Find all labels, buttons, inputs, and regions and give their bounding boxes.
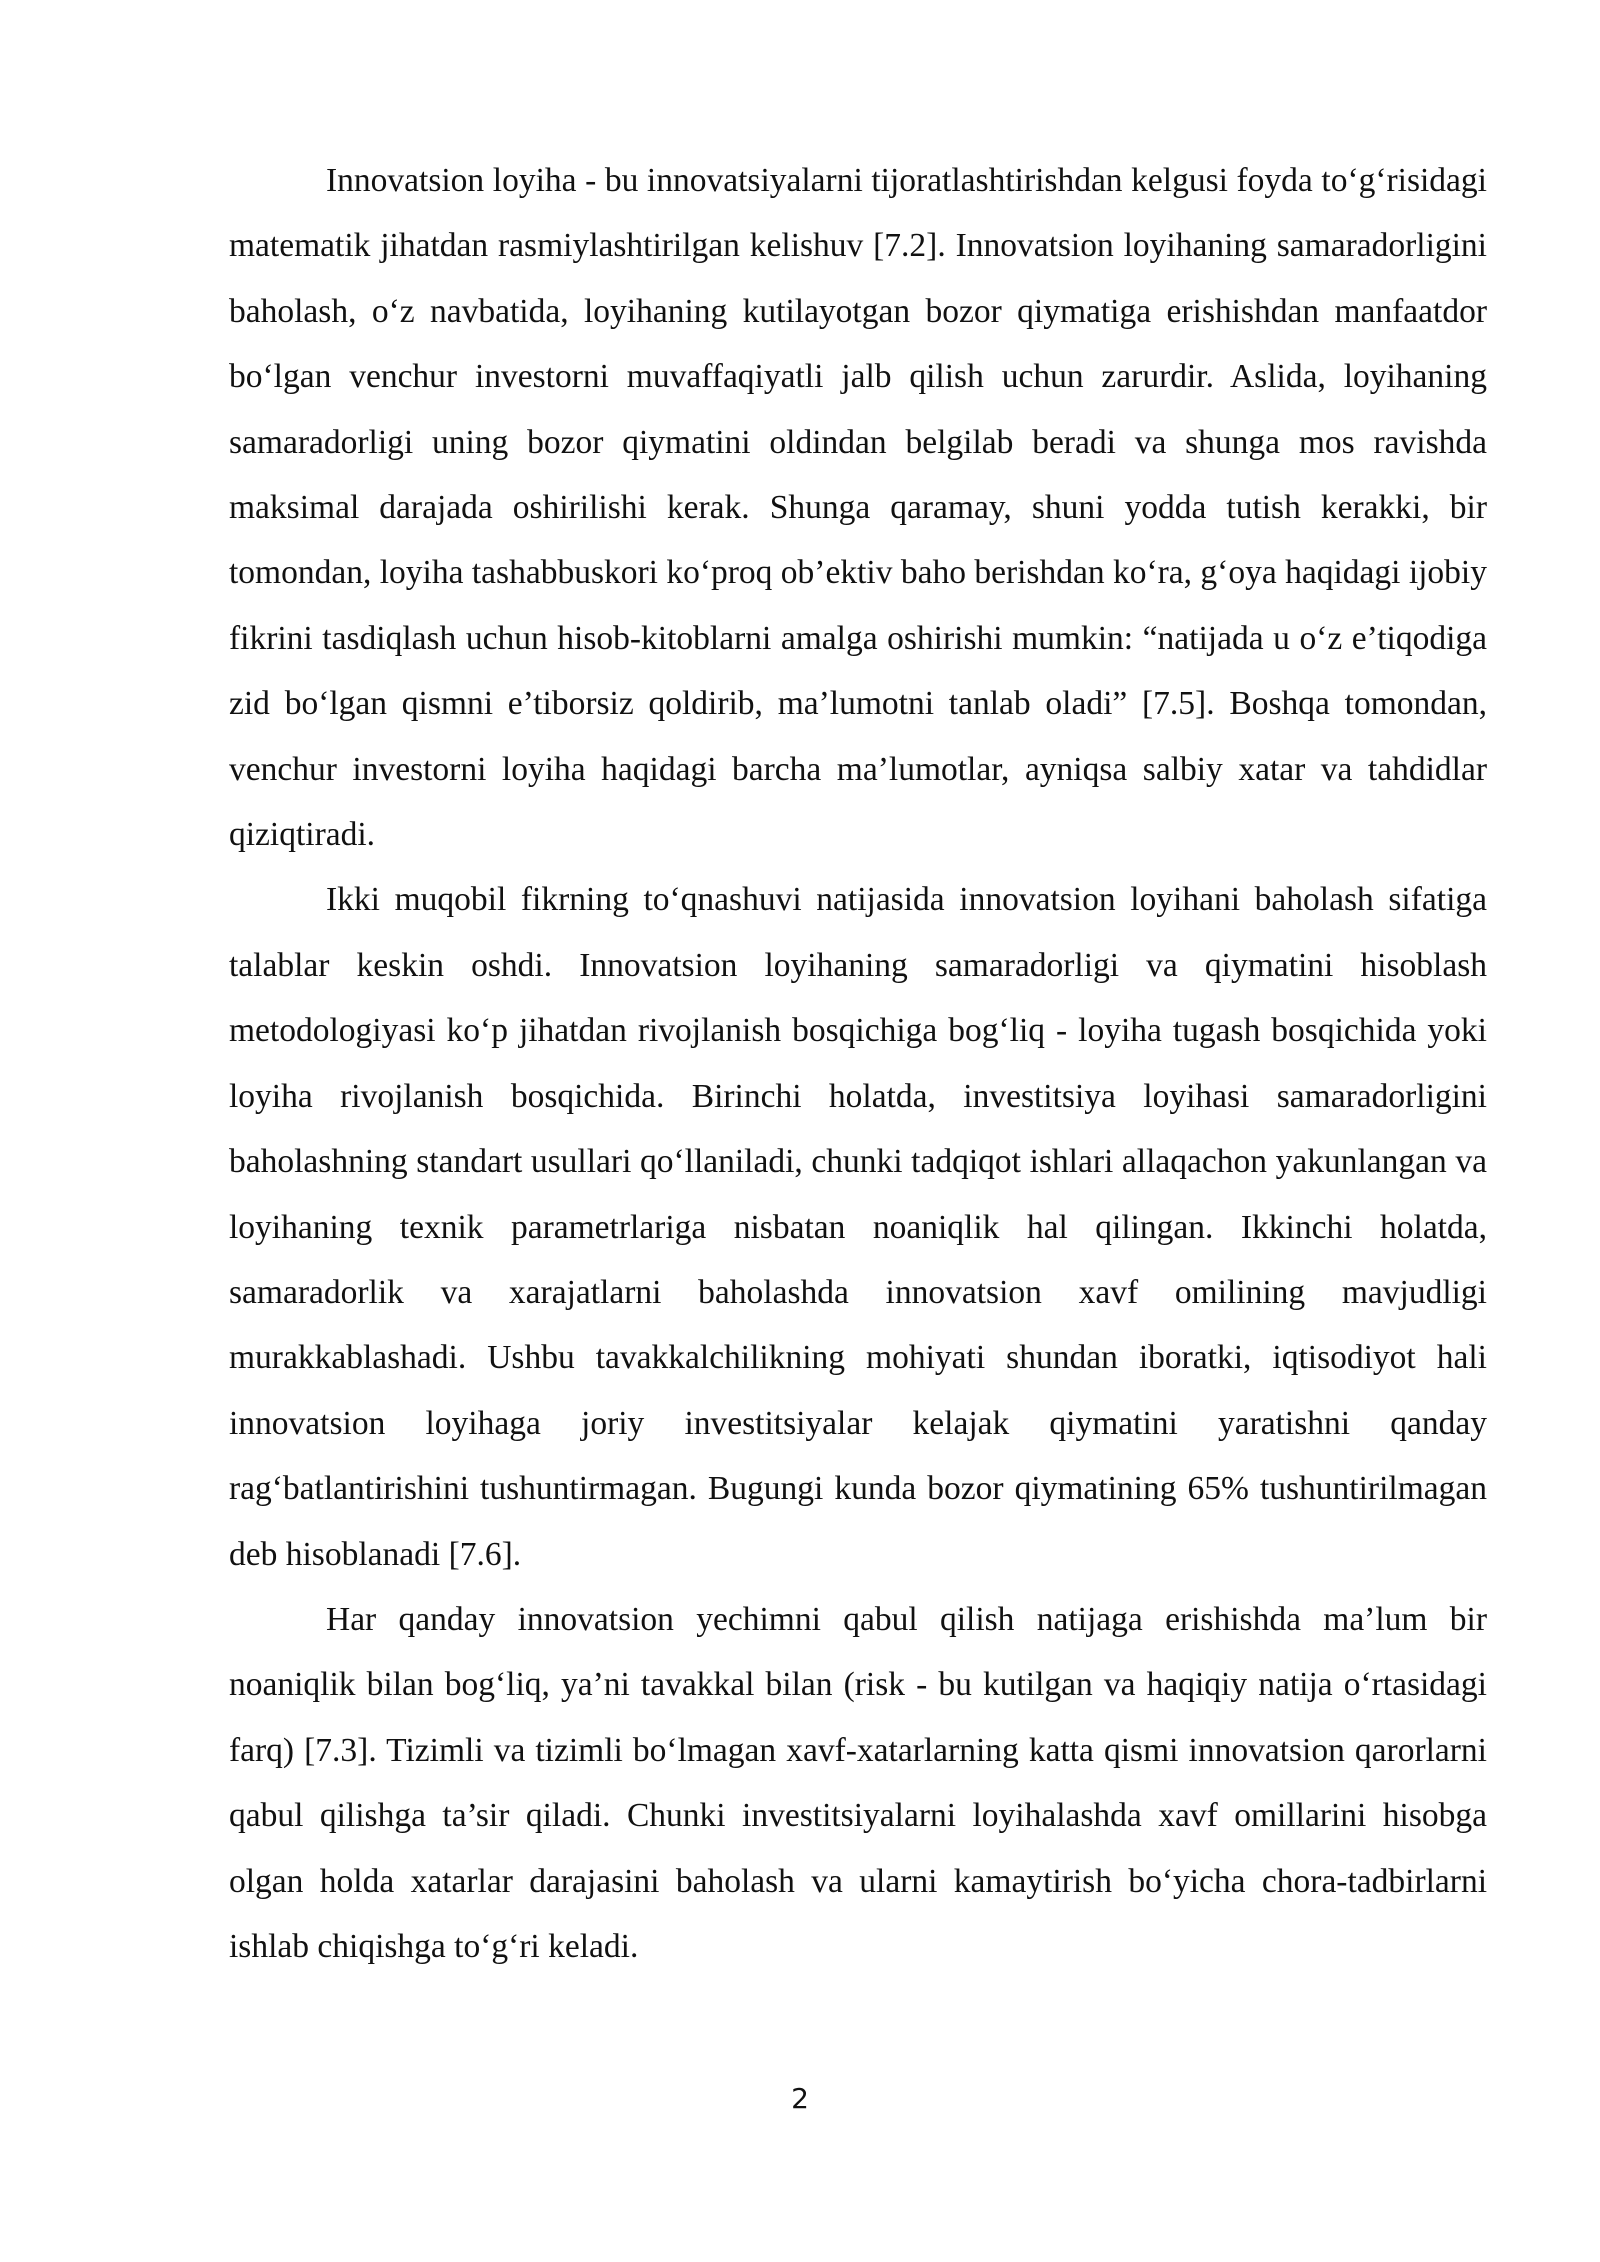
paragraph-3: Har qanday innovatsion yechimni qabul qilish natijaga erishishda ma’lum bir noaniqlik bilan bog‘liq, ya’ni tavakkal bilan (risk - bu kutilgan va haqiqiy natija o‘rtasidagi farq) [7.3]. Tizimli va tizimli bo‘lmagan xavf-xatarlarning katta qismi innovatsion qarorlarni qabul qilishga ta’sir qiladi. Chunki investitsiyalarni loyihalashda xavf omillarini hisobga olgan holda xatarlar darajasini baholash va ularni kamaytirish bo‘yicha chora-tadbirlarni ishlab chiqishga to‘g‘ri keladi. (229, 1600, 1487, 1965)
paragraph-2: Ikki muqobil fikrning to‘qnashuvi natijasida innovatsion loyihani baholash sifatiga talablar keskin oshdi. Innovatsion loyihaning samaradorligi va qiymatini hisoblash metodologiyasi ko‘p jihatdan rivojlanish bosqichiga bog‘liq - loyiha tugash bosqichida yoki loyiha rivojlanish bosqichida. Birinchi holatda, investitsiya loyihasi samaradorligini baholashning standart usullari qo‘llaniladi, chunki tadqiqot ishlari allaqachon yakunlangan va loyihaning texnik parametrlariga nisbatan noaniqlik hal qilingan. Ikkinchi holatda, samaradorlik va xarajatlarni baholashda innovatsion xavf omilining mavjudligi murakkablashadi. Ushbu tavakkalchilikning mohiyati shundan iboratki, iqtisodiyot hali innovatsion loyihaga joriy investitsiyalar kelajak qiymatini yaratishni qanday rag‘batlantirishini tushuntirmagan. Bugungi kunda bozor qiymatining 65% tushuntirilmagan deb hisoblanadi [7.6]. (229, 881, 1487, 1573)
document-body (229, 148, 1487, 1979)
paragraph-1: Innovatsion loyiha - bu innovatsiyalarni tijoratlashtirishdan kelgusi foyda to‘g‘risidagi matematik jihatdan rasmiylashtirilgan kelishuv [7.2]. Innovatsion loyihaning samaradorligini baholash, o‘z navbatida, loyihaning kutilayotgan bozor qiymatiga erishishdan manfaatdor bo‘lgan venchur investorni muvaffaqiyatli jalb qilish uchun zarurdir. Aslida, loyihaning samaradorligi uning bozor qiymatini oldindan belgilab beradi va shunga mos ravishda maksimal darajada oshirilishi kerak. Shunga qaramay, shuni yodda tutish kerakki, bir tomondan, loyiha tashabbuskori ko‘proq ob’ektiv baho berishdan ko‘ra, g‘oya haqidagi ijobiy fikrini tasdiqlash uchun hisob-kitoblarni amalga oshirishi mumkin: “natijada u o‘z e’tiqodiga zid bo‘lgan qismni e’tiborsiz qoldirib, ma’lumotni tanlab oladi” [7.5]. Boshqa tomondan, venchur investorni loyiha haqidagi barcha ma’lumotlar, ayniqsa salbiy xatar va tahdidlar qiziqtiradi. (229, 162, 1487, 854)
page-number: 2 (791, 2082, 809, 2115)
